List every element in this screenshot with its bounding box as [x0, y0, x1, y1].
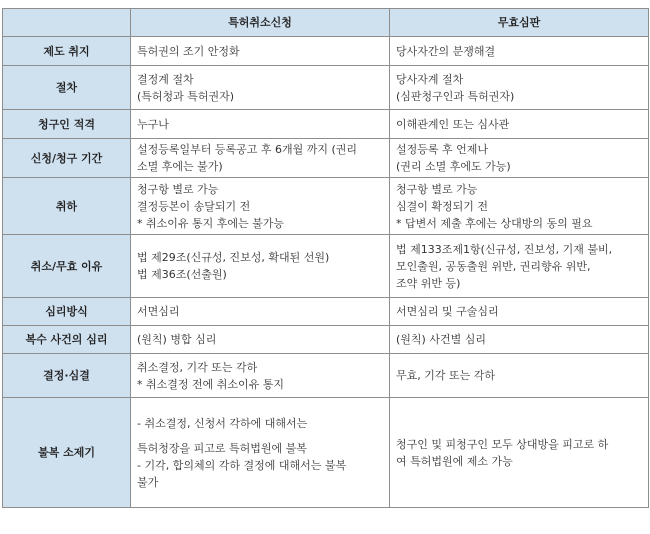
invalidation-trial-cell	[390, 354, 649, 398]
cell-line: (특허청과 특허권자)	[137, 89, 235, 103]
cell-line: 청구항 별로 가능	[137, 182, 219, 196]
table-body	[3, 37, 649, 508]
table-row	[3, 110, 649, 139]
cell-line: 설정등록 후 언제나	[396, 143, 489, 156]
table-row	[3, 398, 649, 508]
patent-cancellation-cell	[131, 66, 390, 110]
row-header: 제도 취지	[3, 37, 131, 66]
cell-line: 결정계 절차	[137, 72, 194, 86]
row-header: 불복 소제기	[3, 398, 131, 508]
cell-line: 서면심리 및 구술심리	[396, 305, 499, 318]
column-header-invalidation-trial: 무효심판	[390, 9, 649, 37]
cell-line: 소멸 후에는 불가)	[137, 160, 223, 173]
cell-line: - 취소결정, 신청서 각하에 대해서는	[137, 416, 308, 430]
header-row	[3, 9, 649, 37]
invalidation-trial-cell	[390, 326, 649, 354]
row-header: 심리방식	[3, 298, 131, 326]
cell-line: 모인출원, 공동출원 위반, 권리향유 위반,	[396, 259, 591, 273]
cell-line: 청구항 별로 가능	[396, 182, 478, 196]
patent-cancellation-cell	[131, 398, 390, 508]
cell-line: 결정등본이 송달되기 전	[137, 199, 251, 213]
row-header: 취소/무효 이유	[3, 235, 131, 298]
cell-line: 특허권의 조기 안정화	[137, 44, 240, 58]
table-row	[3, 66, 649, 110]
cell-line: - 기각, 합의체의 각하 결정에 대해서는 불복	[137, 458, 347, 472]
invalidation-trial-cell	[390, 139, 649, 178]
cell-line: 법 제133조제1항(신규성, 진보성, 기재 불비,	[396, 242, 613, 256]
table-row	[3, 139, 649, 178]
cell-line: 심결이 확정되기 전	[396, 199, 489, 213]
table-row	[3, 298, 649, 326]
patent-cancellation-cell	[131, 235, 390, 298]
cell-line: 여 특허법원에 제소 가능	[396, 454, 513, 468]
patent-cancellation-cell	[131, 110, 390, 139]
row-header: 취하	[3, 178, 131, 235]
cell-line: 서면심리	[137, 305, 180, 318]
row-header: 복수 사건의 심리	[3, 326, 131, 354]
table-row	[3, 178, 649, 235]
cell-line: (심판청구인과 특허권자)	[396, 89, 515, 103]
invalidation-trial-cell	[390, 298, 649, 326]
header-corner-cell	[3, 9, 131, 37]
invalidation-trial-cell	[390, 66, 649, 110]
column-header-patent-cancellation: 특허취소신청	[131, 9, 390, 37]
table-row	[3, 326, 649, 354]
cell-line: 법 제29조(신규성, 진보성, 확대된 선원)	[137, 251, 330, 264]
patent-cancellation-cell	[131, 139, 390, 178]
patent-cancellation-cell	[131, 37, 390, 66]
comparison-table	[2, 8, 649, 508]
cell-line: 무효, 기각 또는 각하	[396, 369, 495, 382]
row-header: 신청/청구 기간	[3, 139, 131, 178]
cell-line: 법 제36조(선출원)	[137, 268, 227, 281]
table-row	[3, 354, 649, 398]
cell-line: 당사자간의 분쟁해결	[396, 44, 496, 58]
invalidation-trial-cell	[390, 235, 649, 298]
row-header: 결정·심결	[3, 354, 131, 398]
cell-line: 누구나	[137, 117, 169, 131]
patent-cancellation-cell	[131, 298, 390, 326]
cell-line: (원칙) 병합 심리	[137, 333, 217, 346]
cell-line: 청구인 및 피청구인 모두 상대방을 피고로 하	[396, 437, 609, 451]
cell-line: 취소결정, 기각 또는 각하	[137, 360, 258, 374]
table-row	[3, 235, 649, 298]
line-gap	[137, 432, 383, 440]
cell-line: 당사자계 절차	[396, 72, 464, 86]
cell-line: (권리 소멸 후에도 가능)	[396, 160, 511, 173]
row-header: 청구인 적격	[3, 110, 131, 139]
patent-cancellation-cell	[131, 178, 390, 235]
invalidation-trial-cell	[390, 398, 649, 508]
cell-line: * 답변서 제출 후에는 상대방의 동의 필요	[396, 216, 593, 230]
cell-line: 조약 위반 등)	[396, 276, 461, 290]
invalidation-trial-cell	[390, 178, 649, 235]
cell-line: * 취소이유 통지 후에는 불가능	[137, 216, 284, 230]
cell-line: * 취소결정 전에 취소이유 통지	[137, 377, 284, 391]
row-header: 절차	[3, 66, 131, 110]
invalidation-trial-cell	[390, 37, 649, 66]
cell-line: 불가	[137, 475, 159, 489]
cell-line: (원칙) 사건별 심리	[396, 333, 486, 346]
cell-line: 특허청장을 피고로 특허법원에 불복	[137, 441, 307, 455]
patent-cancellation-cell	[131, 326, 390, 354]
table-row	[3, 37, 649, 66]
cell-line: 설정등록일부터 등록공고 후 6개월 까지 (권리	[137, 143, 358, 156]
cell-line: 이해관계인 또는 심사관	[396, 117, 510, 131]
patent-cancellation-cell	[131, 354, 390, 398]
invalidation-trial-cell	[390, 110, 649, 139]
